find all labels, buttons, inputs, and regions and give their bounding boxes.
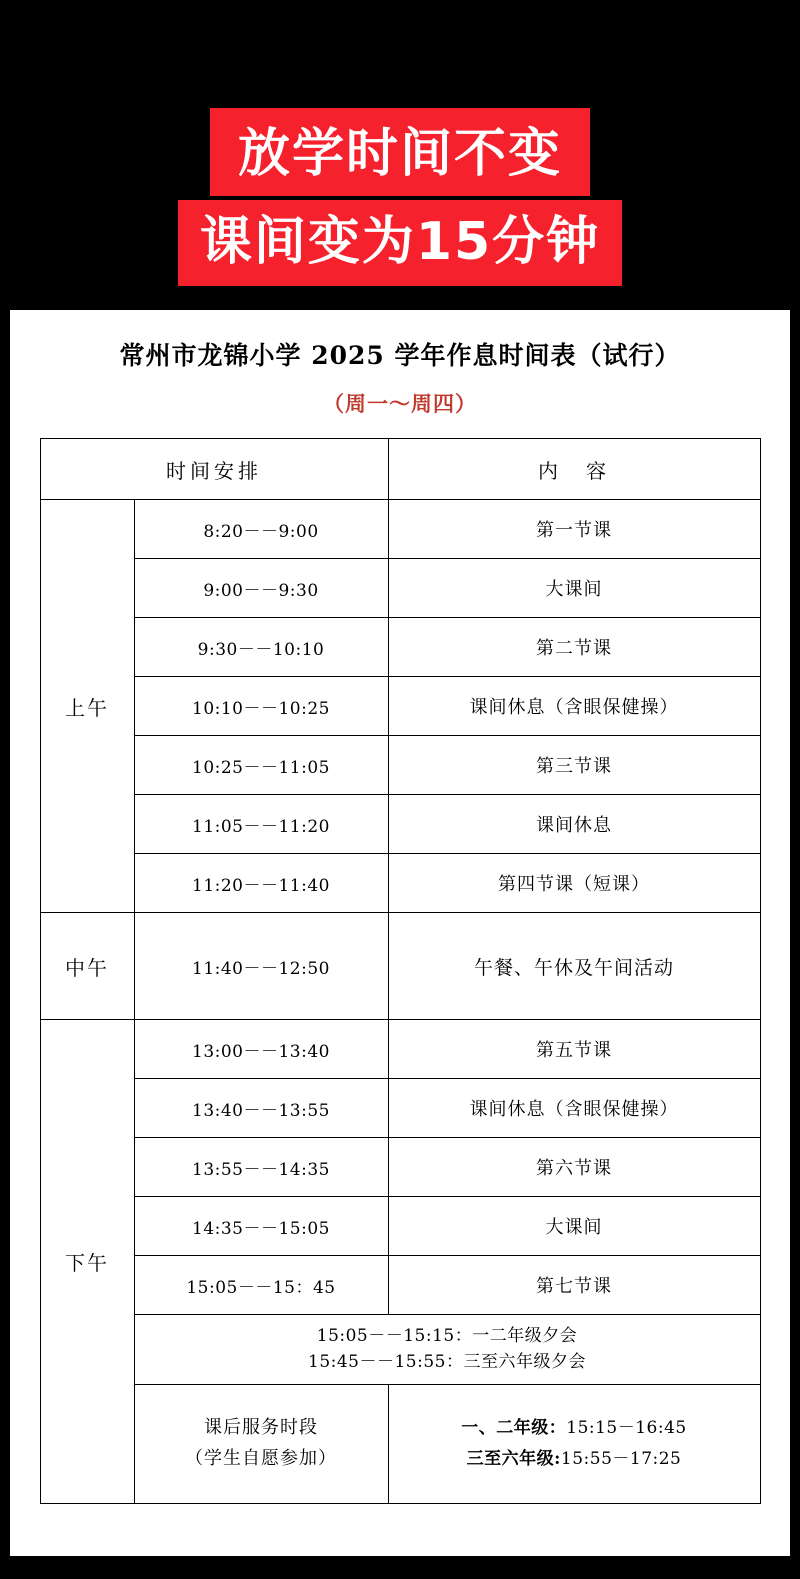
table-row (40, 913, 760, 1020)
banner-line-1: 放学时间不变 (210, 108, 590, 196)
headline-banner (0, 108, 800, 286)
table-row (40, 1020, 760, 1079)
content-cell: 大课间 (388, 1197, 760, 1256)
document-title: 常州市龙锦小学 2025 学年作息时间表（试行） (119, 341, 681, 370)
period-label-morning: 上午 (40, 500, 134, 913)
after-school-content-cell (388, 1384, 760, 1503)
content-cell: 第七节课 (388, 1256, 760, 1315)
time-cell: 11:20－－11:40 (134, 854, 388, 913)
content-cell: 第二节课 (388, 618, 760, 677)
header-content: 内 容 (388, 439, 760, 500)
time-cell: 10:25－－11:05 (134, 736, 388, 795)
time-cell: 13:40－－13:55 (134, 1079, 388, 1138)
table-row (40, 1197, 760, 1256)
header-time: 时间安排 (40, 439, 388, 500)
content-cell: 第四节课（短课） (388, 854, 760, 913)
time-cell: 8:20－－9:00 (134, 500, 388, 559)
table-row (40, 736, 760, 795)
content-cell: 第一节课 (388, 500, 760, 559)
after-school-grade-3-6-time: 15:55－17:25 (560, 1448, 682, 1469)
content-cell: 课间休息 (388, 795, 760, 854)
table-row (40, 1079, 760, 1138)
content-cell: 第五节课 (388, 1020, 760, 1079)
after-school-grade-3-6-label: 三至六年级: (466, 1448, 561, 1469)
after-school-grade-1-2-time: 15:15－16:45 (566, 1418, 687, 1439)
table-row (40, 500, 760, 559)
table-row (40, 1138, 760, 1197)
evening-meeting-line-1: 15:05－－15:15：一二年级夕会 (316, 1326, 578, 1346)
content-cell: 课间休息（含眼保健操） (388, 1079, 760, 1138)
evening-meeting-cell (134, 1315, 760, 1385)
table-row (40, 559, 760, 618)
schedule-table (40, 438, 761, 1504)
period-label-afternoon: 下午 (40, 1020, 134, 1504)
table-row (40, 1315, 760, 1385)
table-row (40, 618, 760, 677)
after-school-label-1: 课后服务时段 (204, 1417, 318, 1439)
after-school-label-2: （学生自愿参加） (185, 1447, 337, 1469)
period-label-noon: 中午 (40, 913, 134, 1020)
after-school-time-cell (134, 1384, 388, 1503)
time-cell: 14:35－－15:05 (134, 1197, 388, 1256)
table-row (40, 1384, 760, 1503)
schedule-document (10, 310, 790, 1556)
content-cell: 第六节课 (388, 1138, 760, 1197)
table-row (40, 854, 760, 913)
table-row (40, 1256, 760, 1315)
after-school-grade-1-2 (390, 1413, 759, 1444)
time-cell: 13:00－－13:40 (134, 1020, 388, 1079)
time-cell: 10:10－－10:25 (134, 677, 388, 736)
table-row (40, 795, 760, 854)
time-cell: 11:40－－12:50 (134, 913, 388, 1020)
table-row (40, 677, 760, 736)
time-cell: 11:05－－11:20 (134, 795, 388, 854)
time-cell: 9:00－－9:30 (134, 559, 388, 618)
content-cell: 大课间 (388, 559, 760, 618)
table-header-row (40, 439, 760, 500)
time-cell: 13:55－－14:35 (134, 1138, 388, 1197)
time-cell: 15:05－－15：45 (134, 1256, 388, 1315)
content-cell: 午餐、午休及午间活动 (388, 913, 760, 1020)
evening-meeting-line-2: 15:45－－15:55：三至六年级夕会 (308, 1352, 586, 1373)
content-cell: 课间休息（含眼保健操） (388, 677, 760, 736)
content-cell: 第三节课 (388, 736, 760, 795)
time-cell: 9:30－－10:10 (134, 618, 388, 677)
document-subtitle: （周一～周四） (323, 391, 477, 416)
after-school-grade-1-2-label: 一、二年级： (461, 1418, 567, 1439)
banner-line-2: 课间变为15分钟 (178, 200, 622, 286)
after-school-grade-3-6 (390, 1444, 759, 1475)
